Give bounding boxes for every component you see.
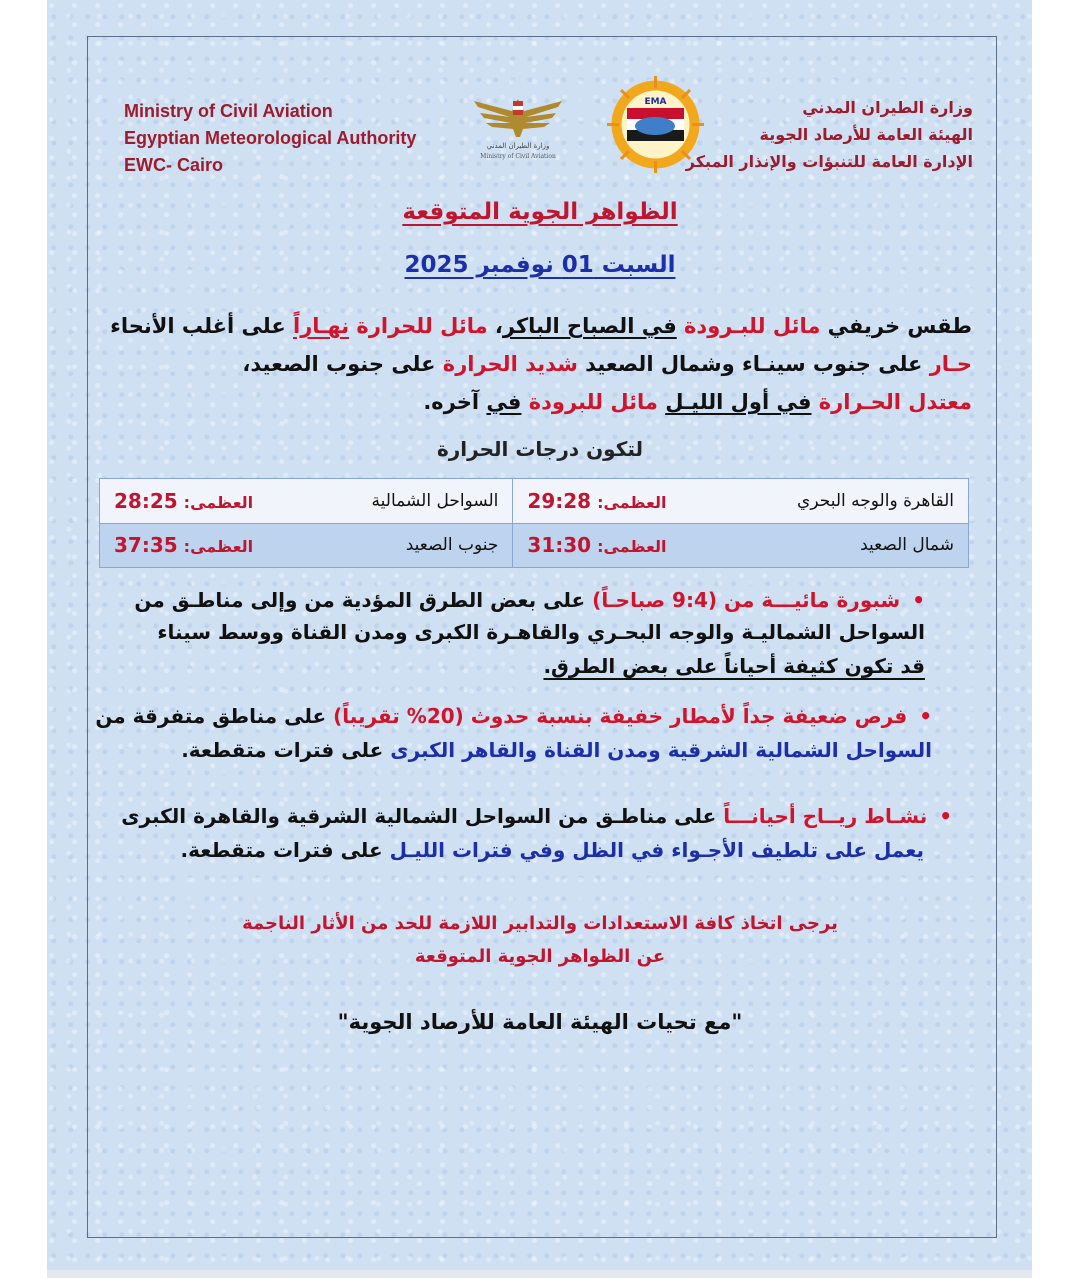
bullet-wind-line-1: •نشـاط ريــاح أحيانـــاً على مناطـق من السواحل الشمالية الشرقية والقاهرة الكبرى <box>121 804 952 828</box>
bullet-fog-line-3: قد تكون كثيفة أحياناً على بعض الطرق. <box>543 654 925 678</box>
center-name-en: EWC- Cairo <box>124 155 223 175</box>
ministry-name-en: Ministry of Civil Aviation <box>124 101 333 121</box>
ema-logo-text: EMA <box>644 97 667 107</box>
max-label: العظمى: <box>597 537 667 557</box>
page-bottom-edge <box>47 1270 1032 1278</box>
table-row <box>100 479 969 524</box>
bullet-fog-line-2: السواحل الشماليـة والوجه البحـري والقاهـرة الكبرى ومدن القناة ووسط سيناء <box>157 620 925 644</box>
paragraph-line-1: طقس خريفي مائل للبـرودة في الصباح الباكر، مائل للحرارة نهـاراً على أغلب الأنحاء <box>110 314 972 338</box>
bullet-fog-line-1: •شبورة مائيـــة من (9:4 صباحـاً) على بعض الطرق المؤدية من وإلى مناطـق من <box>134 588 925 612</box>
region-name: القاهرة والوجه البحري <box>797 490 954 511</box>
temp-cell <box>100 479 513 524</box>
max-value: 28:25 <box>114 488 178 513</box>
department-name-ar: الإدارة العامة للتنبؤات والإنذار المبكر <box>685 152 973 171</box>
max-value: 29:28 <box>527 488 592 513</box>
advisory-line-2: عن الظواهر الجوية المتوقعة <box>414 946 666 967</box>
header-english <box>124 98 464 179</box>
authority-name-ar: الهيئة العامة للأرصاد الجوية <box>759 125 973 144</box>
bullet-wind-line-2: يعمل على تلطيف الأجـواء في الظل وفي فترات الليـل على فترات متقطعة. <box>180 838 924 862</box>
max-value: 31:30 <box>527 533 592 558</box>
temp-cell <box>513 479 969 524</box>
temperatures-heading: لتكون درجات الحرارة <box>436 437 644 461</box>
bullet-rain-line-1: •فرص ضعيفة جداً لأمطار خفيفة بنسبة حدوث (20% تقريباً) على مناطق متفرقة من <box>95 704 932 728</box>
closing-greeting: "مع تحيات الهيئة العامة للأرصاد الجوية" <box>337 1010 743 1034</box>
temp-cell <box>100 523 513 568</box>
table-row <box>100 523 969 568</box>
authority-name-en: Egyptian Meteorological Authority <box>124 128 417 148</box>
bulletin-title: الظواهر الجوية المتوقعة <box>402 199 678 225</box>
paragraph-line-2: حـار على جنوب سينـاء وشمال الصعيد شديد الحرارة على جنوب الصعيد، <box>242 352 972 376</box>
region-name: السواحل الشمالية <box>371 490 499 511</box>
bulletin-date: السبت 01 نوفمبر 2025 <box>404 252 676 278</box>
max-label: العظمى: <box>183 537 254 557</box>
ministry-name-ar: وزارة الطيران المدني <box>802 98 973 117</box>
eagle-logo-caption-en: Ministry of Civil Aviation <box>480 153 556 160</box>
temperatures-table <box>99 478 969 568</box>
temp-cell <box>513 523 969 568</box>
eagle-logo-caption: وزارة الطيران المدني <box>486 142 550 150</box>
region-name: شمال الصعيد <box>860 535 954 556</box>
max-value: 37:35 <box>114 533 178 558</box>
paragraph-line-3: معتدل الحـرارة في أول الليـل مائل للبرودة في آخره. <box>423 390 972 414</box>
bullet-rain-line-2: السواحل الشمالية الشرقية ومدن القناة والقاهر الكبرى على فترات متقطعة. <box>181 738 932 762</box>
max-label: العظمى: <box>597 492 667 512</box>
civil-aviation-eagle-logo <box>466 93 570 161</box>
region-name: جنوب الصعيد <box>405 535 499 556</box>
advisory-line-1: يرجى اتخاذ كافة الاستعدادات والتدابير اللازمة للحد من الأثار الناجمة <box>242 913 838 934</box>
max-label: العظمى: <box>183 492 254 512</box>
header-arabic <box>613 94 973 175</box>
